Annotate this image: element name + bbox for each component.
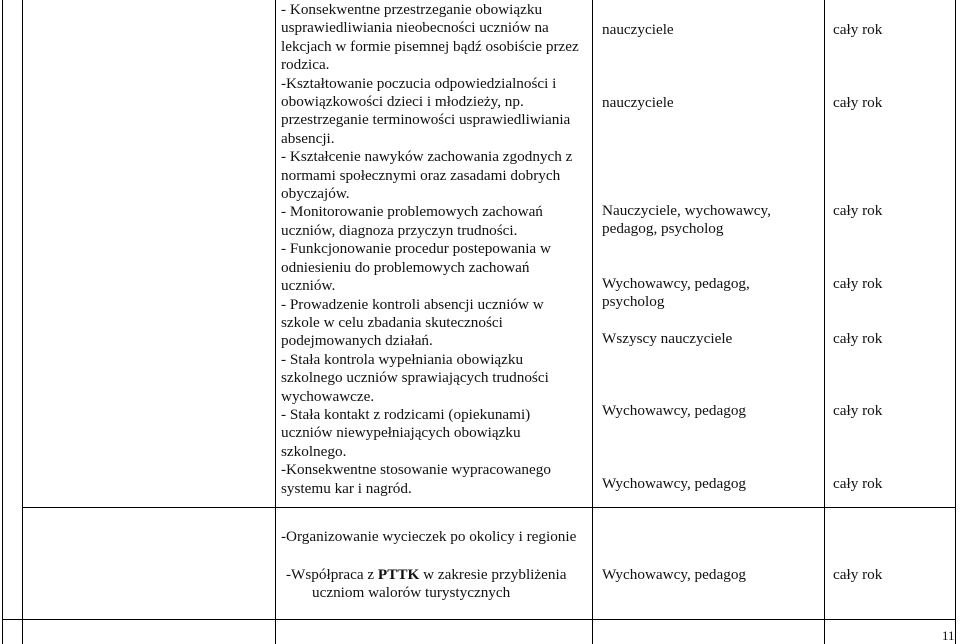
pttk-abbreviation: PTTK (377, 566, 420, 583)
task-line: -Kształtowanie poczucia odpowiedzialności i (281, 74, 557, 92)
responsible-entry (602, 275, 750, 312)
task-line: podejmowanych działań. (281, 332, 433, 350)
responsible-text: pedagog, psycholog (602, 220, 724, 238)
term-text: cały rok (833, 402, 883, 419)
table-border-bottom (2, 619, 956, 620)
responsible-entry (602, 21, 674, 39)
task-line: absencji. (281, 129, 335, 147)
task-pttk-suffix: w zakresie przybliżenia (419, 566, 567, 583)
page-number: 11 (942, 628, 955, 643)
task-line: szkolnego uczniów sprawiających trudności (281, 369, 549, 387)
responsible-entry (602, 94, 674, 112)
task-line: odniesieniu do problemowych zachowań (281, 258, 530, 276)
term-text: cały rok (833, 475, 883, 492)
responsible-text: Wszyscy nauczyciele (602, 330, 733, 347)
term-text: cały rok (833, 566, 883, 583)
table-border-col3 (592, 0, 593, 644)
responsible-text: psycholog (602, 293, 665, 311)
responsible-entry (602, 330, 732, 348)
responsible-text: Wychowawcy, pedagog (602, 402, 747, 419)
responsible-entry (602, 475, 746, 493)
responsible-entry (602, 202, 771, 239)
task-line: przestrzeganie terminowości usprawiedliwiania (281, 111, 571, 129)
table-border-col2 (275, 0, 276, 644)
task-line: szkole w celu zbadania skuteczności (281, 313, 503, 331)
task-line: uczniów, diagnoza przyczyn trudności. (281, 221, 518, 239)
term-text: cały rok (833, 94, 883, 111)
task-line: rodzica. (281, 56, 330, 74)
tasks-cell (281, 1, 579, 498)
table-row-divider (22, 507, 956, 508)
task-line: szkolnego. (281, 442, 347, 460)
task-line: - Konsekwentne przestrzeganie obowiązku (281, 1, 543, 18)
task-line: systemu kar i nagród. (281, 479, 412, 497)
term-text: cały rok (833, 330, 883, 347)
term-text: cały rok (833, 275, 883, 292)
responsible-text: Nauczyciele, wychowawcy, (602, 202, 771, 219)
task-line: - Stała kontrola wypełniania obowiązku (281, 350, 524, 368)
task-line: obyczajów. (281, 185, 350, 203)
table-border-left (2, 0, 3, 644)
task-line: normami społecznymi oraz zasadami dobrych (281, 166, 561, 184)
table-border-col4 (824, 0, 825, 644)
task-pttk-line2: uczniom walorów turystycznych (312, 584, 511, 602)
responsible-text: Wychowawcy, pedagog, (602, 275, 750, 292)
task-line: wychowawcze. (281, 387, 375, 405)
task-line: uczniów niewypełniających obowiązku (281, 424, 521, 442)
task-excursions: -Organizowanie wycieczek po okolicy i regionie (281, 528, 577, 545)
responsible-text: Wychowawcy, pedagog (602, 566, 747, 583)
responsible-text: nauczyciele (602, 21, 674, 38)
task-line: obowiązkowości dzieci i młodzieży, np. (281, 93, 524, 111)
task-line: - Monitorowanie problemowych zachowań (281, 203, 543, 221)
term-text: cały rok (833, 202, 883, 219)
table-border-right (955, 0, 956, 644)
responsible-entry (602, 402, 746, 420)
task-pttk-prefix: -Współpraca z (286, 566, 378, 583)
task-line: - Funkcjonowanie procedur postepowania w (281, 240, 551, 258)
task-line: uczniów. (281, 277, 336, 295)
task-line: - Stała kontakt z rodzicami (opiekunami) (281, 405, 531, 423)
task-pttk-line1 (286, 566, 566, 584)
task-line: usprawiedliwiania nieobecności uczniów na (281, 19, 549, 37)
task-line: - Kształcenie nawyków zachowania zgodnych z (281, 148, 573, 166)
task-pttk-cooperation (286, 566, 566, 603)
responsible-text: nauczyciele (602, 94, 674, 111)
term-text: cały rok (833, 21, 883, 38)
table-border-col1 (22, 0, 23, 644)
responsible-text: Wychowawcy, pedagog (602, 475, 747, 492)
task-line: -Konsekwentne stosowanie wypracowanego (281, 461, 551, 479)
task-line: lekcjach w formie pisemnej bądź osobiście przez (281, 37, 579, 55)
task-line: - Prowadzenie kontroli absencji uczniów w (281, 295, 544, 313)
